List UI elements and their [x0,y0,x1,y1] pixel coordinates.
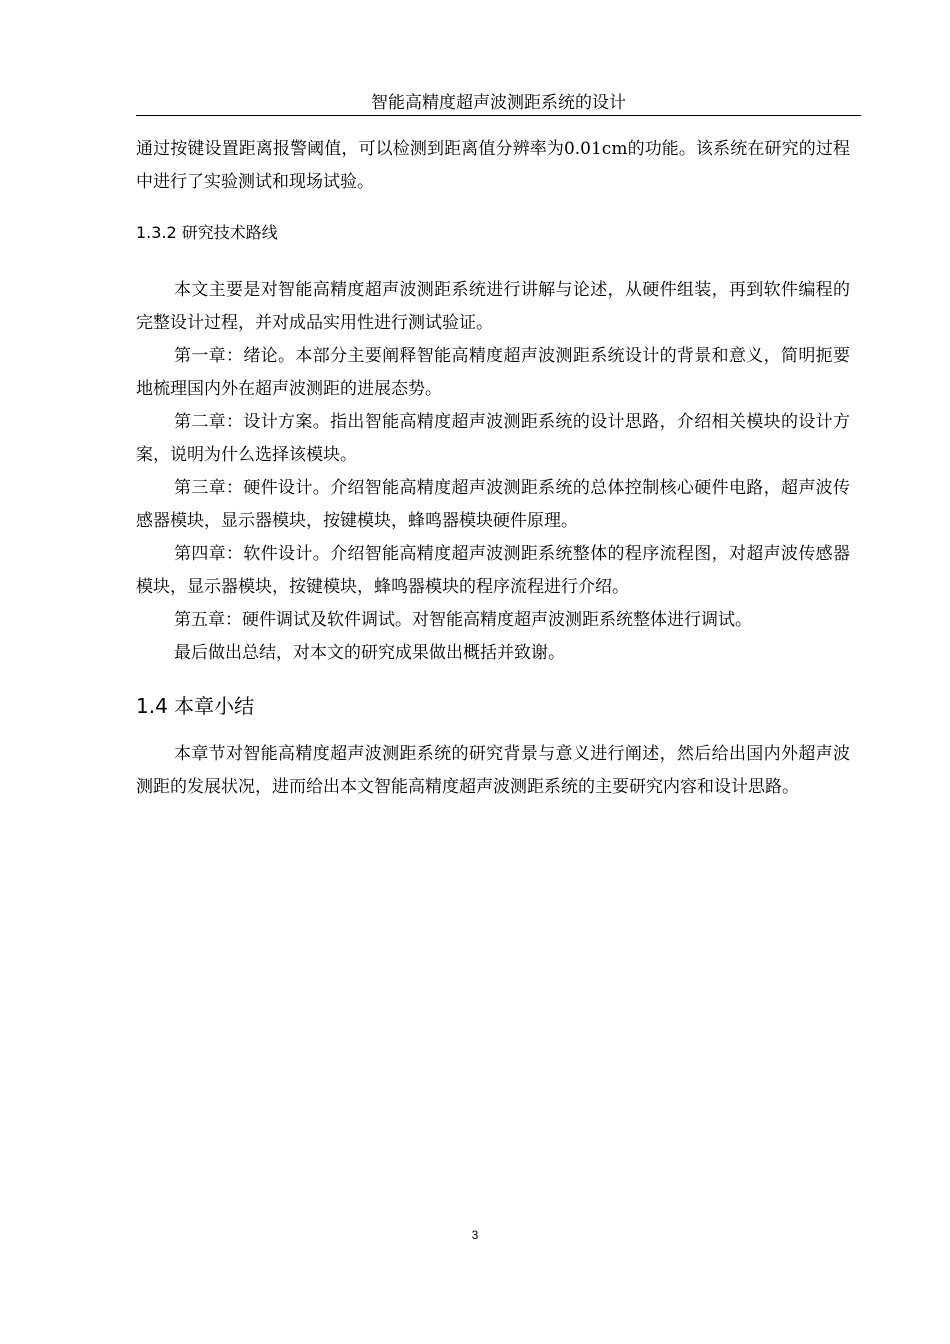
section-heading-1-3-2: 1.3.2 研究技术路线 [136,223,278,242]
intro-block [136,133,850,199]
header-divider [136,115,861,116]
summary-paragraph: 本章节对智能高精度超声波测距系统的研究背景与意义进行阐述，然后给出国内外超声波测距的发展状况，进而给出本文智能高精度超声波测距系统的主要研究内容和设计思路。 [136,744,850,797]
running-header: 智能高精度超声波测距系统的设计 [371,93,626,113]
paragraph-chapter-5: 第五章：硬件调试及软件调试。对智能高精度超声波测距系统整体进行调试。 [174,610,752,630]
intro-paragraph: 通过按键设置距离报警阈值，可以检测到距离值分辨率为0.01cm的功能。该系统在研究的过程中进行了实验测试和现场试验。 [136,139,850,192]
paragraph: 本文主要是对智能高精度超声波测距系统进行讲解与论述，从硬件组装，再到软件编程的完整设计过程，并对成品实用性进行测试验证。 [136,280,850,333]
paragraph-conclusion: 最后做出总结，对本文的研究成果做出概括并致谢。 [174,643,565,663]
paragraph-chapter-2: 第二章：设计方案。指出智能高精度超声波测距系统的设计思路，介绍相关模块的设计方案，说明为什么选择该模块。 [136,412,850,465]
paragraph-chapter-3: 第三章：硬件设计。介绍智能高精度超声波测距系统的总体控制核心硬件电路，超声波传感器模块，显示器模块，按键模块，蜂鸣器模块硬件原理。 [136,478,850,531]
paragraph-chapter-4: 第四章：软件设计。介绍智能高精度超声波测距系统整体的程序流程图，对超声波传感器模块，显示器模块，按键模块，蜂鸣器模块的程序流程进行介绍。 [136,544,850,597]
paragraph-chapter-1: 第一章：绪论。本部分主要阐释智能高精度超声波测距系统设计的背景和意义，简明扼要地梳理国内外在超声波测距的进展态势。 [136,346,850,399]
section-heading-1-4: 1.4 本章小结 [136,694,255,718]
section-1-4-body [136,738,850,804]
section-1-3-2-body [136,274,850,670]
page-number: 3 [471,1228,479,1242]
